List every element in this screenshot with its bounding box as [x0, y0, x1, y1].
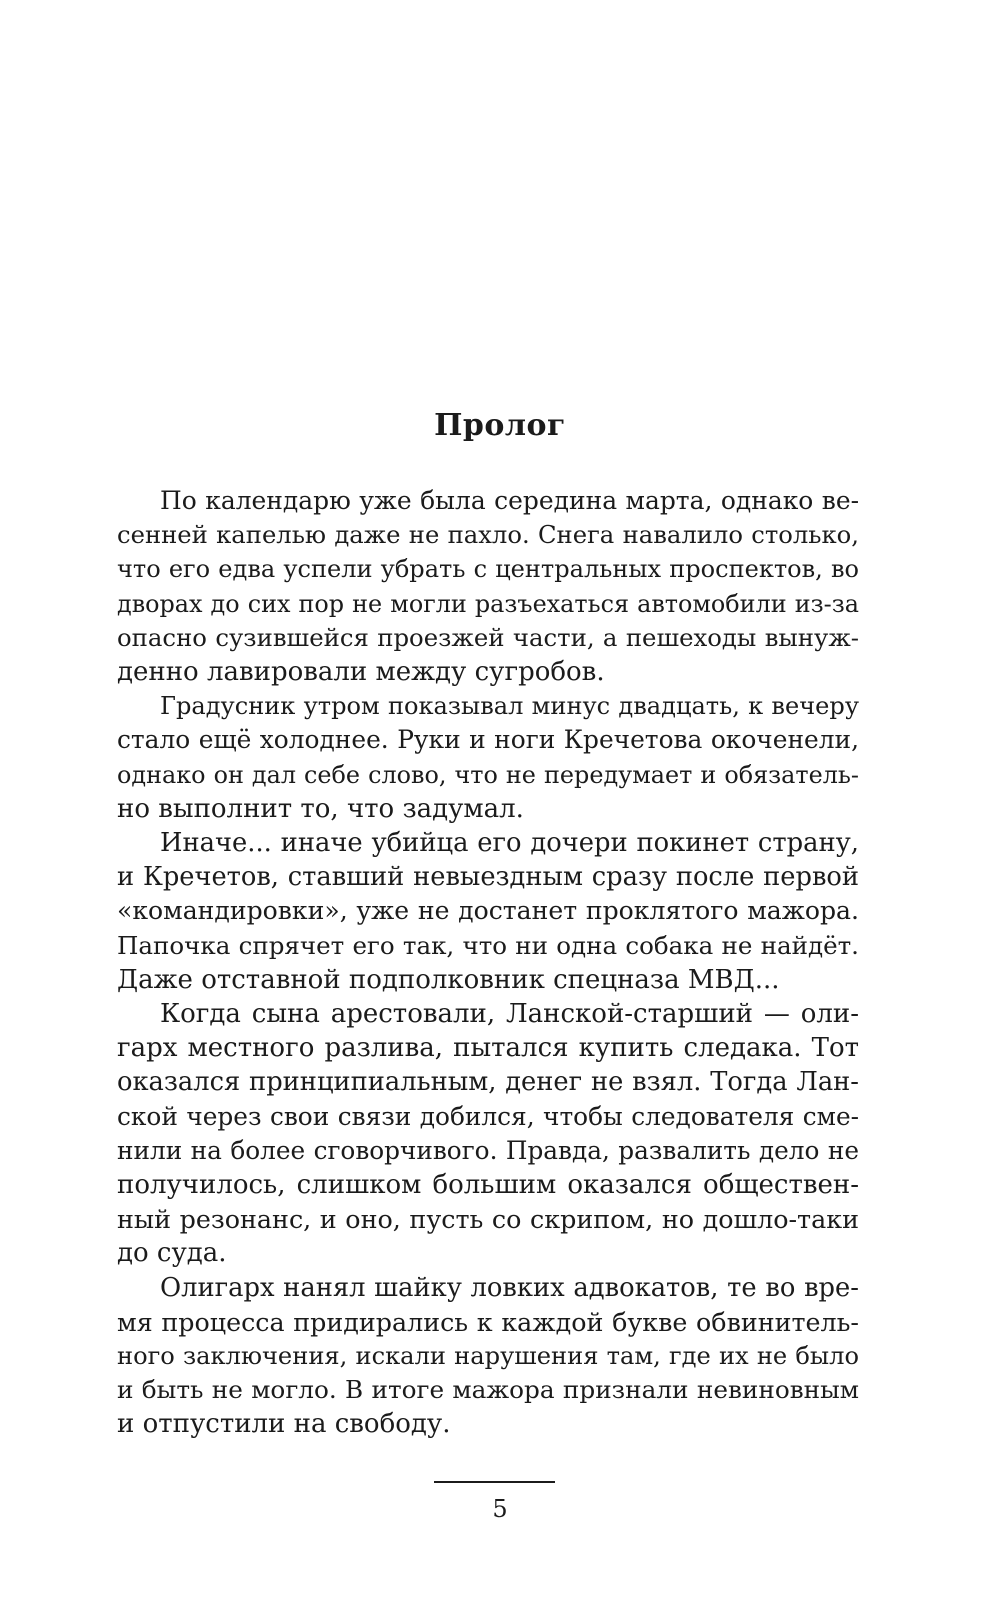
text-line: но выполнит то, что задумал.: [117, 793, 524, 824]
chapter-title: Пролог: [434, 408, 566, 443]
page-number: 5: [492, 1495, 508, 1523]
text-line: что его едва успели убрать с центральных проспектов, во: [117, 555, 859, 584]
text-line: стало ещё холоднее. Руки и ноги Кречетова окоченели,: [117, 725, 859, 755]
text-line: ного заключения, искали нарушения там, где их не было: [117, 1342, 859, 1371]
text-line: гарх местного разлива, пытался купить следака. Тот: [117, 1033, 859, 1064]
text-line: однако он дал себе слово, что не передумает и обязатель-: [117, 760, 859, 789]
text-line: ный резонанс, и оно, пусть со скрипом, но дошло-таки: [117, 1204, 859, 1235]
footer-rule: [434, 1481, 555, 1483]
text-line: и быть не могло. В итоге мажора признали невиновным: [117, 1375, 859, 1405]
text-line: По календарю уже была середина марта, однако ве-: [160, 486, 859, 515]
text-line: и отпустили на свободу.: [117, 1409, 451, 1440]
text-line: до суда.: [117, 1238, 227, 1269]
text-line: нили на более сговорчивого. Правда, развалить дело не: [117, 1135, 859, 1165]
text-line: опасно сузившейся проезжей части, а пешеходы вынуж-: [117, 622, 859, 652]
text-line: Когда сына арестовали, Ланской-старший — оли-: [160, 999, 859, 1030]
text-line: Папочка спрячет его так, что ни одна собака не найдёт.: [117, 930, 859, 960]
text-line: оказался принципиальным, денег не взял. Тогда Лан-: [117, 1067, 859, 1098]
text-line: Градусник утром показывал минус двадцать, к вечеру: [160, 692, 859, 721]
text-line: мя процесса придирались к каждой букве обвинитель-: [117, 1306, 859, 1337]
text-line: сенней капелью даже не пахло. Снега навалило столько,: [117, 520, 859, 550]
body-text: [117, 484, 859, 1442]
text-line: дворах до сих пор не могли разъехаться автомобили из-за: [117, 589, 859, 618]
text-line: «командировки», уже не достанет проклятого мажора.: [117, 896, 859, 926]
text-line: денно лавировали между сугробов.: [117, 657, 605, 688]
text-line: Олигарх нанял шайку ловких адвокатов, те во вре-: [160, 1272, 859, 1303]
text-line: Даже отставной подполковник спецназа МВД...: [117, 964, 780, 995]
text-line: ской через свои связи добился, чтобы следователя сме-: [117, 1101, 859, 1131]
text-line: Иначе... иначе убийца его дочери покинет страну,: [160, 828, 859, 859]
text-line: получилось, слишком большим оказался обществен-: [117, 1170, 859, 1201]
text-line: и Кречетов, ставший невыездным сразу после первой: [117, 862, 859, 893]
